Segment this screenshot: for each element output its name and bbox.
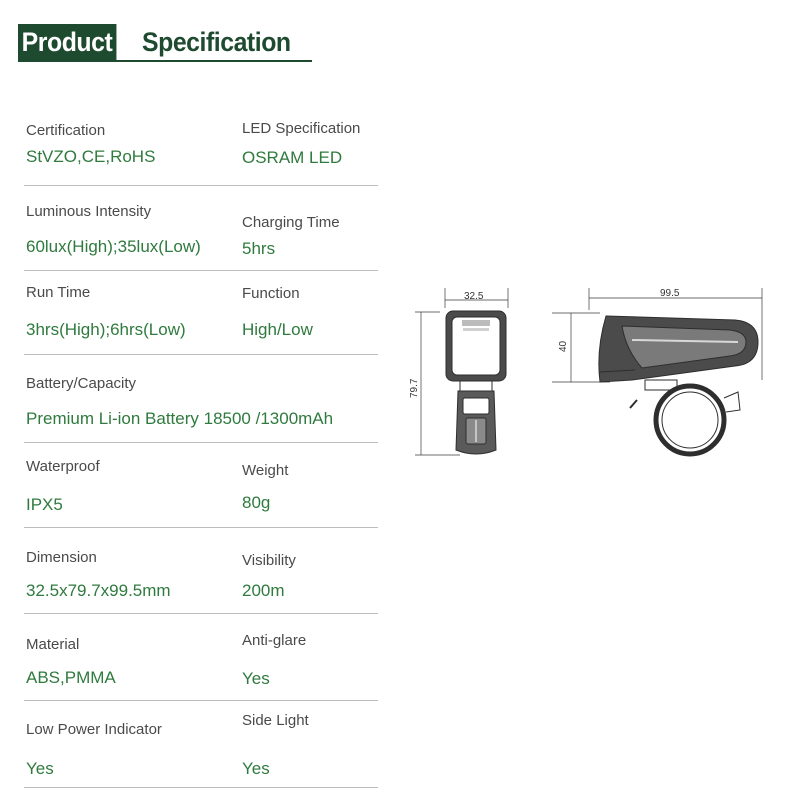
spec-label: Visibility <box>242 552 296 569</box>
spec-value: Premium Li-ion Battery 18500 /1300mAh <box>26 409 334 428</box>
spec-value: 80g <box>242 493 271 512</box>
spec-value: Yes <box>242 759 270 778</box>
spec-label: Run Time <box>26 284 91 301</box>
spec-value: OSRAM LED <box>242 148 343 167</box>
side-length-label: 99.5 <box>660 288 680 299</box>
spec-label: Dimension <box>26 549 97 566</box>
side-view-drawing <box>552 288 762 454</box>
title-underline <box>18 60 312 62</box>
spec-value: 32.5x79.7x99.5mm <box>26 581 171 600</box>
spec-value: High/Low <box>242 320 313 339</box>
row-divider <box>24 185 378 186</box>
title-specification: Specification <box>142 27 291 57</box>
spec-label: Weight <box>242 462 289 479</box>
front-width-label: 32.5 <box>464 291 484 302</box>
row-divider <box>24 787 378 788</box>
spec-label: Function <box>242 285 300 302</box>
spec-value: StVZO,CE,RoHS <box>26 147 156 166</box>
side-height-label: 40 <box>558 340 569 352</box>
spec-label: Certification <box>26 122 106 139</box>
title-product: Product <box>18 24 116 61</box>
dimension-diagram <box>400 280 780 470</box>
spec-label: LED Specification <box>242 120 361 137</box>
row-divider <box>24 700 378 701</box>
spec-value: Yes <box>26 759 54 778</box>
spec-label: Anti-glare <box>242 632 307 649</box>
spec-label: Battery/Capacity <box>26 375 137 392</box>
spec-label: Low Power Indicator <box>26 721 162 738</box>
spec-value: IPX5 <box>26 495 63 514</box>
spec-label: Material <box>26 636 80 653</box>
row-divider <box>24 442 378 443</box>
front-view-drawing <box>415 288 508 455</box>
row-divider <box>24 527 378 528</box>
front-height-label: 79.7 <box>409 378 420 398</box>
spec-value: ABS,PMMA <box>26 668 116 687</box>
row-divider <box>24 354 378 355</box>
row-divider <box>24 613 378 614</box>
spec-value: 3hrs(High);6hrs(Low) <box>26 320 186 339</box>
spec-label: Waterproof <box>26 458 100 475</box>
spec-value: 60lux(High);35lux(Low) <box>26 237 201 256</box>
row-divider <box>24 270 378 271</box>
spec-label: Charging Time <box>242 214 340 231</box>
spec-value: 200m <box>242 581 285 600</box>
spec-value: Yes <box>242 669 270 688</box>
spec-label: Luminous Intensity <box>26 203 152 220</box>
spec-value: 5hrs <box>242 239 276 258</box>
spec-label: Side Light <box>242 712 309 729</box>
